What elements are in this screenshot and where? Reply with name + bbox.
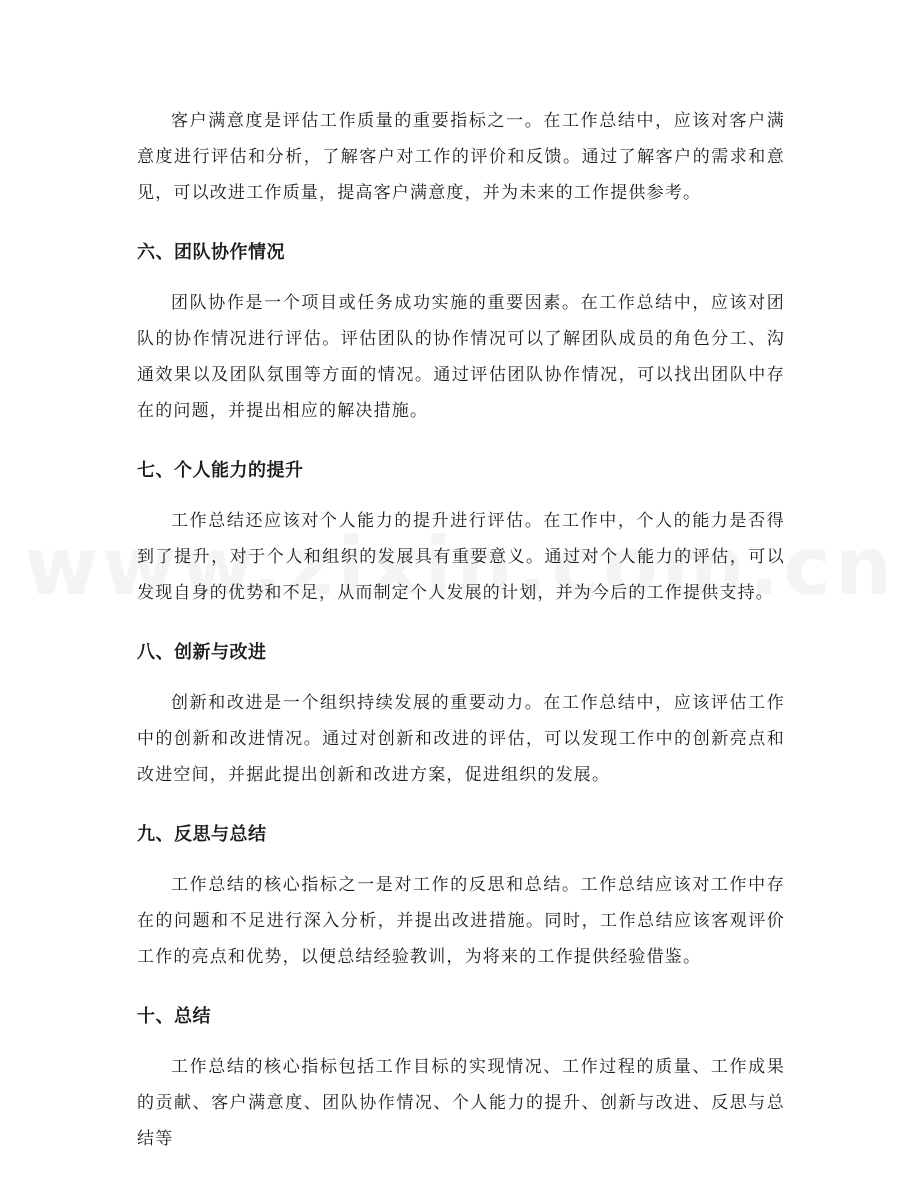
heading-personal-growth: 七、个人能力的提升 <box>137 460 304 481</box>
heading-summary: 十、总结 <box>137 1006 211 1027</box>
paragraph-customer-satisfaction: 客户满意度是评估工作质量的重要指标之一。在工作总结中，应该对客户满意度进行评估和分析，了解客户对工作的评价和反馈。通过了解客户的需求和意见，可以改进工作质量，提高客户满意度，并为未来的工作提供参考。 <box>137 111 785 203</box>
paragraph-innovation: 创新和改进是一个组织持续发展的重要动力。在工作总结中，应该评估工作中的创新和改进情况。通过对创新和改进的评估，可以发现工作中的创新亮点和改进空间，并据此提出创新和改进方案，促进组织的发展。 <box>137 693 785 785</box>
heading-innovation: 八、创新与改进 <box>137 642 267 663</box>
paragraph-summary: 工作总结的核心指标包括工作目标的实现情况、工作过程的质量、工作成果的贡献、客户满意度、团队协作情况、个人能力的提升、创新与改进、反思与总结等 <box>137 1057 785 1149</box>
document-page <box>137 103 785 1157</box>
heading-team-collaboration: 六、团队协作情况 <box>137 242 285 263</box>
paragraph-personal-growth: 工作总结还应该对个人能力的提升进行评估。在工作中，个人的能力是否得到了提升，对于个人和组织的发展具有重要意义。通过对个人能力的评估，可以发现自身的优势和不足，从而制定个人发展的计划，并为今后的工作提供支持。 <box>137 511 785 603</box>
heading-reflection: 九、反思与总结 <box>137 824 267 845</box>
paragraph-reflection: 工作总结的核心指标之一是对工作的反思和总结。工作总结应该对工作中存在的问题和不足进行深入分析，并提出改进措施。同时，工作总结应该客观评价工作的亮点和优势，以便总结经验教训，为将来的工作提供经验借鉴。 <box>137 875 785 967</box>
paragraph-team-collaboration: 团队协作是一个项目或任务成功实施的重要因素。在工作总结中，应该对团队的协作情况进行评估。评估团队的协作情况可以了解团队成员的角色分工、沟通效果以及团队氛围等方面的情况。通过评估团队协作情况，可以找出团队中存在的问题，并提出相应的解决措施。 <box>137 293 785 421</box>
